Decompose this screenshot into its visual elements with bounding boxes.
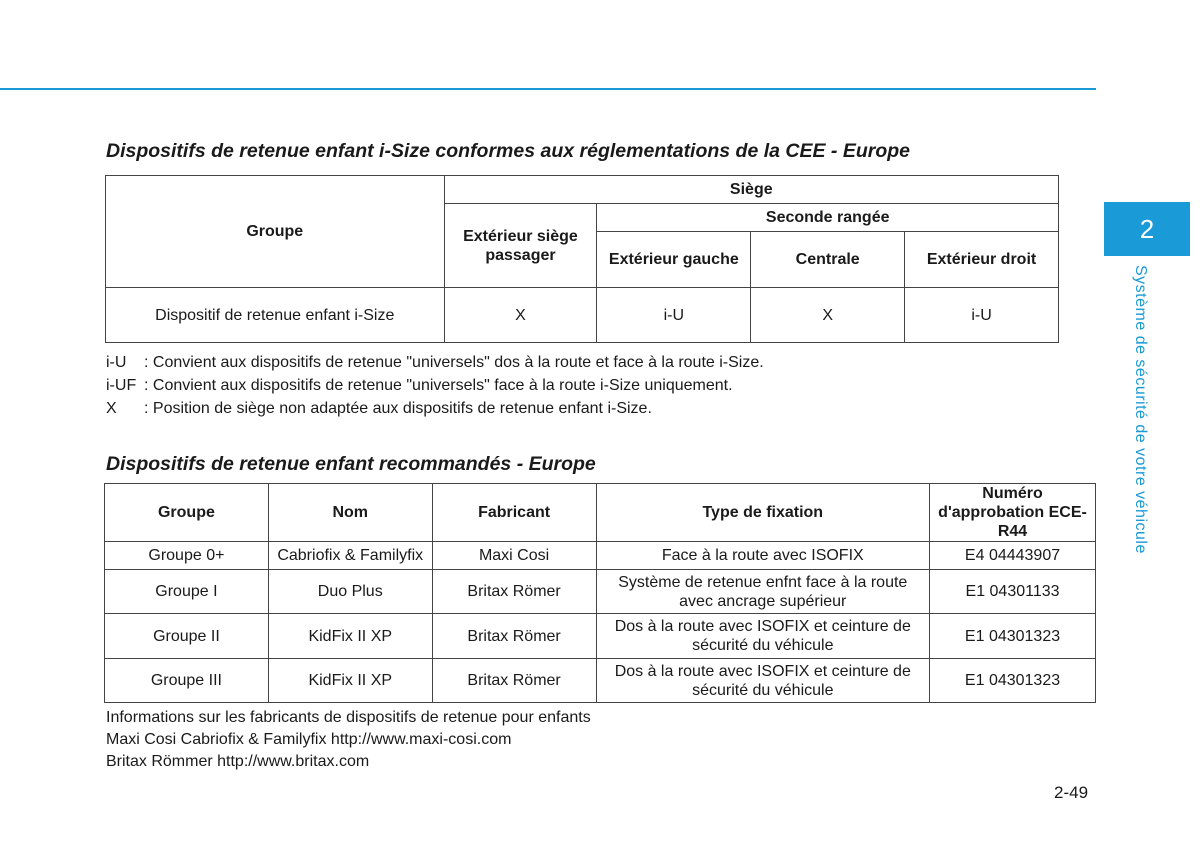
cell-groupe: Groupe 0+ [105,542,269,570]
header-rule [0,88,1096,90]
info-line: Maxi Cosi Cabriofix & Familyfix http://www.maxi-cosi.com [106,731,512,748]
header-siege: Siège [444,176,1058,204]
header-centrale: Centrale [751,232,905,288]
cell-groupe: Groupe II [105,614,269,659]
chapter-title: Système de sécurité de votre véhicule [1132,265,1149,554]
legend-note [106,374,764,397]
note-text: : Convient aux dispositifs de retenue "universels" dos à la route et face à la route i-Size. [144,354,764,371]
header-numero-approbation: Numéro d'approbation ECE-R44 [930,484,1096,542]
cell-numero: E1 04301323 [930,614,1096,659]
cell-exterieur-droit: i-U [905,288,1059,343]
cell-groupe: Groupe I [105,570,269,614]
cell-type: Dos à la route avec ISOFIX et ceinture de sécurité du véhicule [596,614,930,659]
cell-exterieur-passager: X [444,288,597,343]
table-row [105,659,1096,703]
cell-type: Face à la route avec ISOFIX [596,542,930,570]
note-text: : Position de siège non adaptée aux dispositifs de retenue enfant i-Size. [144,400,652,417]
table-row [105,570,1096,614]
table-row [106,288,1059,343]
header-seconde-rangee: Seconde rangée [597,204,1059,232]
isize-table [105,175,1059,343]
header-exterieur-gauche: Extérieur gauche [597,232,751,288]
cell-nom: Cabriofix & Familyfix [268,542,432,570]
table-row [105,542,1096,570]
cell-numero: E4 04443907 [930,542,1096,570]
cell-fabricant: Maxi Cosi [432,542,596,570]
header-fabricant: Fabricant [432,484,596,542]
header-groupe: Groupe [106,176,445,288]
cell-numero: E1 04301133 [930,570,1096,614]
page-number: 2-49 [1054,783,1089,802]
legend-note [106,351,764,374]
cell-centrale: X [751,288,905,343]
header-exterieur-passager: Extérieur siège passager [444,204,597,288]
cell-nom: KidFix II XP [268,614,432,659]
cell-numero: E1 04301323 [930,659,1096,703]
cell-fabricant: Britax Römer [432,659,596,703]
info-line: Britax Römmer http://www.britax.com [106,753,370,770]
section-title-recommended: Dispositifs de retenue enfant recommandés - Europe [106,453,596,475]
cell-type: Système de retenue enfnt face à la route avec ancrage supérieur [596,570,930,614]
header-groupe: Groupe [105,484,269,542]
cell-fabricant: Britax Römer [432,570,596,614]
cell-exterieur-gauche: i-U [597,288,751,343]
recommended-table [104,483,1096,703]
chapter-number-tab: 2 [1104,202,1190,256]
cell-fabricant: Britax Römer [432,614,596,659]
header-type-fixation: Type de fixation [596,484,930,542]
note-text: : Convient aux dispositifs de retenue "universels" face à la route i-Size uniquement. [144,377,733,394]
cell-nom: KidFix II XP [268,659,432,703]
section-title-isize: Dispositifs de retenue enfant i-Size conformes aux réglementations de la CEE - Europe [106,140,911,162]
cell-type: Dos à la route avec ISOFIX et ceinture de sécurité du véhicule [596,659,930,703]
header-exterieur-droit: Extérieur droit [905,232,1059,288]
header-nom: Nom [268,484,432,542]
cell-groupe: Dispositif de retenue enfant i-Size [106,288,445,343]
note-code: i-U [106,354,127,371]
legend-note [106,397,764,420]
note-code: X [106,400,117,417]
cell-groupe: Groupe III [105,659,269,703]
cell-nom: Duo Plus [268,570,432,614]
manufacturer-info [106,707,591,773]
info-heading: Informations sur les fabricants de dispositifs de retenue pour enfants [106,709,591,726]
note-code: i-UF [106,377,137,394]
table-row [105,614,1096,659]
legend-notes [106,351,764,420]
